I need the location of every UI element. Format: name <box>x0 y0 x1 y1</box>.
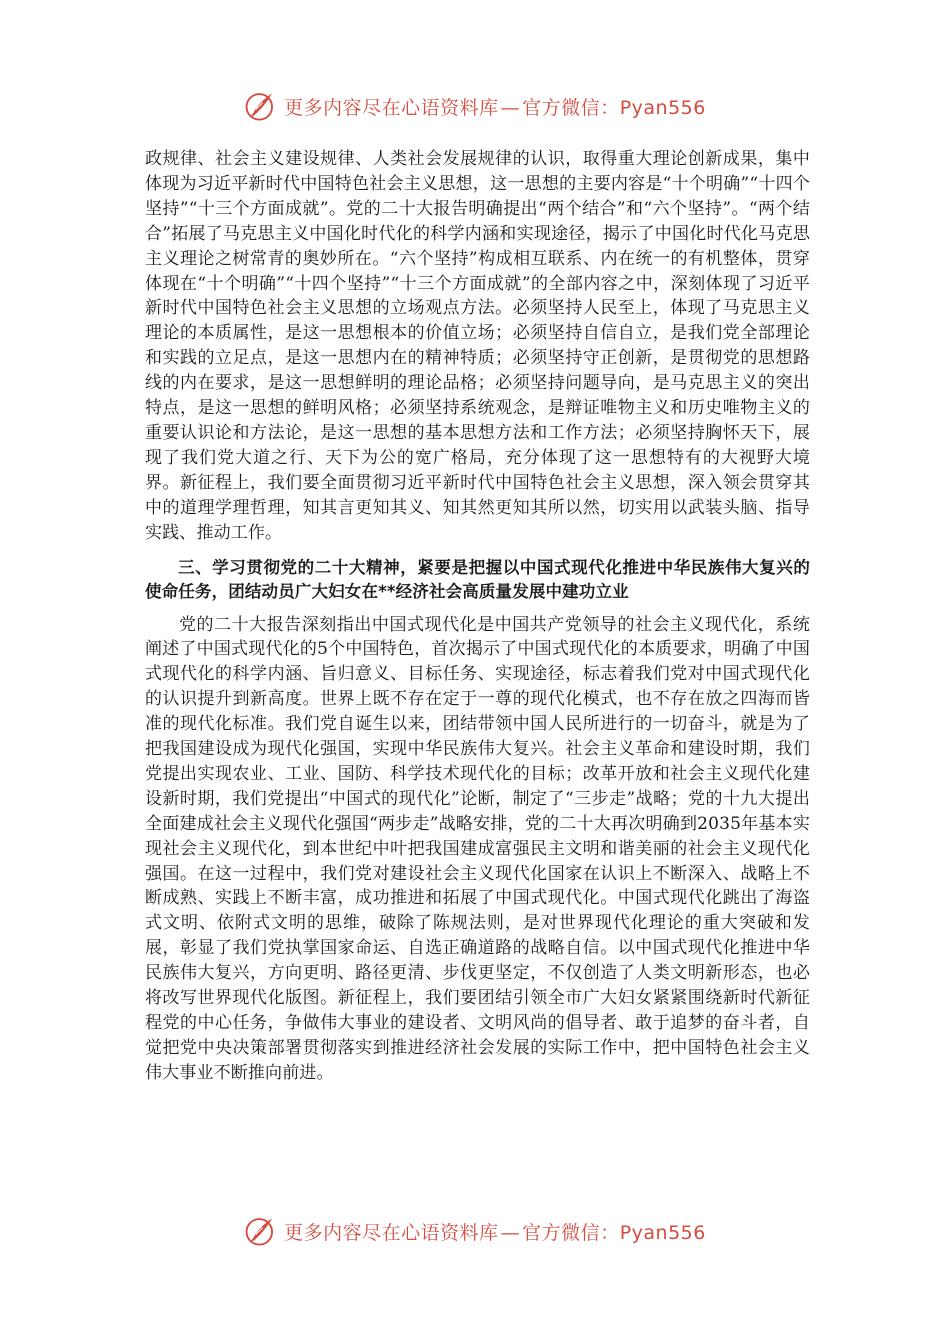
watermark-header <box>0 84 950 128</box>
watermark-footer <box>0 1209 950 1253</box>
body-paragraph-2: 党的二十大报告深刻指出中国式现代化是中国共产党领导的社会主义现代化，系统阐述了中国式现代化的5个中国特色，首次揭示了中国式现代化的本质要求，明确了中国式现代化的科学内涵、旨归意义、目标任务、实现途径，标志着我们党对中国式现代化的认识提升到新高度。世界上既不存在定于一尊的现代化模式，也不存在放之四海而皆准的现代化标准。我们党自诞生以来，团结带领中国人民所进行的一切奋斗，就是为了把我国建设成为现代化强国，实现中华民族伟大复兴。社会主义革命和建设时期，我们党提出实现农业、工业、国防、科学技术现代化的目标；改革开放和社会主义现代化建设新时期，我们党提出“中国式的现代化”论断，制定了“三步走”战略；党的十九大提出全面建成社会主义现代化强国“两步走”战略安排，党的二十大再次明确到2035年基本实现社会主义现代化，到本世纪中叶把我国建成富强民主文明和谐美丽的社会主义现代化强国。在这一过程中，我们党对建设社会主义现代化国家在认识上不断深入、战略上不断成熟、实践上不断丰富，成功推进和拓展了中国式现代化。中国式现代化跳出了海盗式文明、依附式文明的思维，破除了陈规法则，是对世界现代化理论的重大突破和发展，彰显了我们党执掌国家命运、自选正确道路的战略自信。以中国式现代化推进中华民族伟大复兴，方向更明、路径更清、步伐更坚定，不仅创造了人类文明新形态，也必将改写世界现代化版图。新征程上，我们要团结引领全市广大妇女紧紧围绕新时代新征程党的中心任务，争做伟大事业的建设者、文明风尚的倡导者、敢于追梦的奋斗者，自觉把党中央决策部署贯彻落实到推进经济社会发展的实际工作中，把中国特色社会主义伟大事业不断推向前进。 <box>145 614 810 1083</box>
body-paragraph-1: 政规律、社会主义建设规律、人类社会发展规律的认识，取得重大理论创新成果，集中体现为习近平新时代中国特色社会主义思想，这一思想的主要内容是“十个明确”“十四个坚持”“十三个方面成就”。党的二十大报告明确提出“两个结合”和“六个坚持”。“两个结合”拓展了马克思主义中国化时代化的科学内涵和实现途径，揭示了中国化时代化马克思主义理论之树常青的奥妙所在。“六个坚持”构成相互联系、内在统一的有机整体，贯穿体现在“十个明确”“十四个坚持”“十三个方面成就”的全部内容之中，深刻体现了习近平新时代中国特色社会主义思想的立场观点方法。必须坚持人民至上，体现了马克思主义理论的本质属性，是这一思想根本的价值立场；必须坚持自信自立，是我们党全部理论和实践的立足点，是这一思想内在的精神特质；必须坚持守正创新，是贯彻党的思想路线的内在要求，是这一思想鲜明的理论品格；必须坚持问题导向，是马克思主义的突出特点，是这一思想的鲜明风格；必须坚持系统观念，是辩证唯物主义和历史唯物主义的重要认识论和方法论，是这一思想的基本思想方法和工作方法；必须坚持胸怀天下，展现了我们党大道之行、天下为公的宽广格局，充分体现了这一思想特有的大视野大境界。新征程上，我们要全面贯彻习近平新时代中国特色社会主义思想，深入领会贯穿其中的道理学理哲理，知其言更知其义、知其然更知其所以然，切实用以武装头脑、指导实践、推动工作。 <box>145 149 810 543</box>
watermark-wechat-id: Pyan556 <box>619 1221 706 1244</box>
watermark-site-text: 更多内容尽在心语资料库 <box>284 1221 499 1244</box>
watermark-separator: — <box>500 96 521 119</box>
watermark-wechat-label: 官方微信： <box>522 1221 620 1244</box>
watermark-site-text: 更多内容尽在心语资料库 <box>284 96 499 119</box>
watermark-wechat-label: 官方微信： <box>522 96 620 119</box>
watermark-separator: — <box>500 1221 521 1244</box>
section-heading: 三、学习贯彻党的二十大精神，紧要是把握以中国式现代化推进中华民族伟大复兴的使命任务，团结动员广大妇女在**经济社会高质量发展中建功立业 <box>145 557 810 601</box>
pen-logo-icon <box>244 1214 278 1248</box>
watermark-wechat-id: Pyan556 <box>619 96 706 119</box>
document-body <box>145 147 810 1086</box>
pen-logo-icon <box>244 89 278 123</box>
